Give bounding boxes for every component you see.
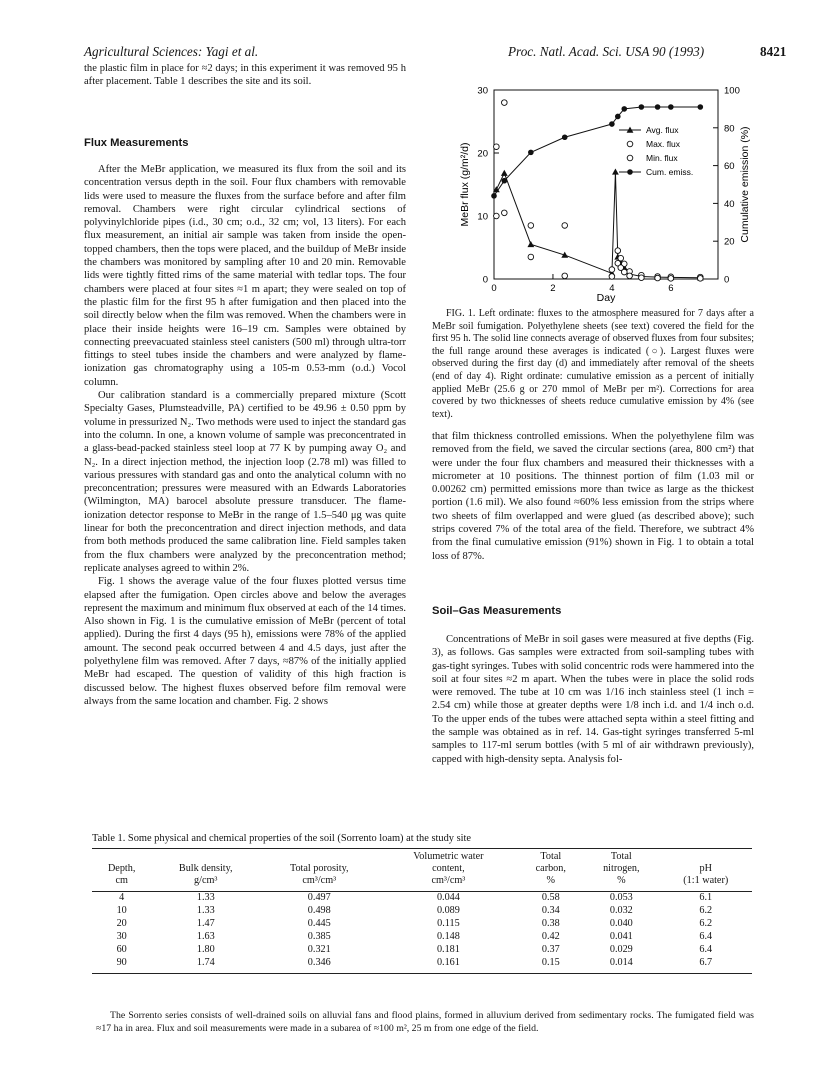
x-tick-label: 4: [609, 283, 615, 294]
table-header-line: cm³/cm³: [302, 875, 337, 887]
table-cell: 6.4: [699, 944, 713, 955]
table-header-line: content,: [432, 863, 465, 875]
x-axis-label: Day: [596, 292, 616, 304]
x-tick-label: 2: [550, 283, 556, 294]
paragraph-intro: the plastic film in place for ≈2 days; in this experiment it was removed 95 h after placement. Table 1 describes the site and its soil.: [84, 63, 406, 88]
table-cell: 6.7: [699, 957, 713, 968]
page-number: 8421: [760, 44, 787, 59]
table-header-line: Volumetric water: [413, 851, 484, 862]
table-cell: 6.1: [699, 892, 713, 903]
table-cell: 1.63: [196, 931, 215, 942]
table-cell: 0.115: [437, 918, 460, 929]
cum-emission-point: [668, 104, 674, 110]
table-cell: 0.498: [307, 905, 331, 916]
table-cell: 6.2: [699, 905, 713, 916]
legend-marker: [627, 141, 633, 147]
table-header-cell: [378, 849, 518, 892]
paragraph-calibration: Our calibration standard is a commercially prepared mixture (Scott Specialty Gases, Plumsteadville, PA) certified to be 49.96 ± 0.50 ppm by volume in pressurized N₂. Two methods were used to inject the standard gas into the column. In one, a known volume of sample was preconcentrated in a glass-bead-packed stainless steel loop at 77 K by pumping away O₂ and N₂. In a direct injection method, the injection loop (2.78 ml) was filled to various pressures with standard gas and onto the analytical column with no preconcentration; pressures were measured with an Edwards Laboratories (Wilmington, MA) barocel absolute pressure transducer. The flame-ionization detector response to MeBr in the range of 1.5–540 μg was quite linear for both the preconcentration and direct injection methods, and data from both methods produced the same calibration line. Field samples taken from the flux chambers were analyzed by the preconcentration method; replicate analyses agreed to within 2%.: [84, 390, 406, 574]
x-tick-label: 0: [491, 283, 497, 294]
y-right-tick-label: 20: [724, 236, 735, 248]
table-cell: 0.032: [609, 905, 633, 916]
y-left-tick-label: 10: [477, 211, 488, 223]
running-header-journal: Proc. Natl. Acad. Sci. USA 90 (1993): [508, 44, 705, 59]
table-cell: 0.346: [307, 957, 331, 968]
right-column-soil-gas: [432, 633, 754, 766]
legend-label: Avg. flux: [646, 125, 679, 135]
min-flux-point: [627, 273, 633, 279]
max-flux-point: [562, 223, 568, 229]
x-tick-label: 6: [668, 283, 674, 294]
table-header-line: carbon,: [535, 863, 566, 875]
y-right-tick-label: 0: [724, 274, 730, 286]
table-header-line: cm³/cm³: [431, 875, 466, 887]
table-header-cell: [660, 849, 752, 892]
table-cell: 0.044: [436, 892, 460, 903]
table-header-cell: [583, 849, 659, 892]
table-header-cell: [92, 849, 151, 892]
y-right-axis-label: Cumulative emission (%): [739, 126, 751, 243]
legend-label: Cum. emiss.: [646, 167, 694, 177]
table-cell: 0.34: [541, 905, 560, 916]
paragraph-soil-gas: Concentrations of MeBr in soil gases were measured at five depths (Fig. 3), as follows. Gas samples were extracted from soil-sampling tubes with gas-tight syringes. Tubes with solid concentric rods were hammered into the soil at four sites ≈2 m apart. When the tubes were in place the solid rods were removed. The tube at 10 cm was 1/16 inch stainless steel (1 inch = 2.54 cm) while those at greater depths were 1/8 inch i.d. and 1/4 inch o.d. To the upper ends of the tubes were attached septa within a steel fitting and the sample was obtained as in ref. 14. Gas-tight syringes transferred 5-ml samples to 117-ml serum bottles (with 5 ml of air withdrawn previously), capped with high-density septa. Analysis fol-: [432, 634, 754, 765]
table-cell: 0.385: [307, 931, 331, 942]
min-flux-point: [621, 269, 627, 275]
table-header-line: Depth,: [107, 863, 136, 875]
table-cell: 4: [119, 892, 125, 903]
legend-marker: [627, 155, 633, 161]
table-cell: 6.2: [699, 918, 713, 929]
max-flux-point: [615, 248, 621, 254]
min-flux-point: [639, 275, 645, 281]
cum-emission-point: [528, 150, 534, 156]
y-left-tick-label: 30: [477, 85, 488, 97]
table-header-line: pH: [699, 863, 712, 875]
table-cell: 0.089: [436, 905, 460, 916]
min-flux-point: [609, 274, 615, 280]
table-cell: 1.33: [196, 905, 215, 916]
table-cell: 0.38: [541, 918, 560, 929]
figure-1-chart: [432, 68, 754, 304]
cum-emission-point: [491, 193, 497, 199]
table-cell: 6.4: [699, 931, 713, 942]
plot-frame: [494, 90, 718, 279]
table-header-cell: [260, 849, 378, 892]
y-left-tick-label: 0: [482, 274, 488, 286]
avg-flux-point: [501, 170, 508, 176]
table-row: [92, 905, 752, 918]
table-cell: 0.053: [609, 892, 633, 903]
cum-emission-point: [609, 121, 615, 127]
min-flux-point: [655, 275, 661, 281]
paragraph-film-thickness: that film thickness controlled emissions. When the polyethylene film was removed from the field, we saved the circular sections (area, 800 cm²) that were under the four flux chambers and measured their thicknesses with a micrometer at 10 positions. The thinnest portion of film (1.03 mil or 0.00262 cm) permitted emissions more than twice as large as the thickest portion (1.6 mil). We also found ≈60% less emission from the strips where two sheets of film overlapped and were glued (as described above); such strips covered 7% of the total area of the field. Therefore, we subtract 4% from the final cumulative emission (91%) shown in Fig. 1 to obtain a total loss of 87%.: [432, 431, 754, 562]
max-flux-point: [502, 100, 508, 106]
table-cell: 0.58: [541, 892, 560, 903]
y-left-tick-label: 20: [477, 148, 488, 160]
table-row: [92, 918, 752, 931]
cum-emission-line: [494, 107, 700, 196]
table-cell: 0.497: [307, 892, 331, 903]
table-header-line: g/cm³: [194, 875, 218, 887]
table-row: [92, 957, 752, 974]
left-column: [84, 62, 406, 89]
y-right-tick-label: 60: [724, 161, 735, 173]
running-header-left: Agricultural Sciences: Yagi et al.: [84, 44, 259, 59]
table-1-footnote: The Sorrento series consists of well-drained soils on alluvial fans and flood plains, formed in alluvium derived from sedimentary rocks. The fumigated field was ≈17 ha in area. Flux and soil measurements were made in a subarea of ≈100 m², 25 m from one edge of the field.: [96, 1010, 754, 1034]
table-cell: 20: [116, 918, 127, 929]
table-cell: 10: [116, 905, 127, 916]
cum-emission-point: [502, 178, 508, 184]
table-cell: 0.014: [609, 957, 633, 968]
max-flux-point: [494, 144, 500, 150]
table-cell: 0.321: [307, 944, 331, 955]
table-cell: 0.42: [541, 931, 560, 942]
table-1-title: Table 1. Some physical and chemical properties of the soil (Sorrento loam) at the study site: [92, 833, 472, 844]
table-cell: 0.161: [436, 957, 460, 968]
table-cell: 1.47: [196, 918, 215, 929]
table-header-line: Total porosity,: [289, 863, 349, 875]
y-left-axis-label: MeBr flux (g/m²/d): [459, 142, 471, 227]
table-header-line: %: [617, 875, 626, 887]
paragraph-flux-methods: After the MeBr application, we measured its flux from the soil and its concentration versus depth in the soil. Four flux chambers with removable lids were used to measure the fluxes from the surface before and after film removal. Chambers were right circular cylindrical sections of polyvinylchloride pipes (i.d., 30 cm; o.d., 32 cm; vol, 13 liters). For each flux measurement, an initial air sample was taken from inside the open-topped chambers, then the tops were placed, and the buildup of MeBr inside the chambers was monitored by sampling after 10 and 20 min. Removable lids were tightly fitted rims of the same material with tedlar tops. The four chambers were placed at four sites ≈1 m apart; they were sealed on top of the plastic film for the first 95 h after fumigation and then placed into the soil directly below when the film was removed. When the chambers were in place their inside heights were 16–19 cm. Samples were obtained by connecting preevacuated stainless steel canisters (500 ml) through ultra-torr fittings to steel tubes inside the chambers and were analyzed by flame-ionization gas chromatography using a 105-m 0.53-mm (o.d.) Vocol column.: [84, 164, 406, 388]
min-flux-point: [502, 210, 508, 216]
table-cell: 0.445: [307, 918, 331, 929]
table-cell: 0.15: [541, 957, 560, 968]
max-flux-point: [528, 223, 534, 229]
table-cell: 90: [116, 957, 127, 968]
cum-emission-point: [698, 104, 704, 110]
table-row: [92, 931, 752, 944]
legend-label: Min. flux: [646, 153, 678, 163]
legend-label: Max. flux: [646, 139, 681, 149]
table-cell: 1.80: [196, 944, 215, 955]
table-header-line: cm: [115, 875, 128, 887]
table-cell: 1.33: [196, 892, 215, 903]
table-header-line: nitrogen,: [603, 863, 640, 875]
table-cell: 1.74: [196, 957, 215, 968]
max-flux-point: [609, 267, 615, 273]
avg-flux-point: [612, 169, 619, 175]
table-row: [92, 944, 752, 957]
table-cell: 0.029: [609, 944, 633, 955]
table-cell: 0.041: [609, 931, 633, 942]
table-cell: 0.148: [436, 931, 460, 942]
min-flux-point: [528, 254, 534, 260]
cum-emission-point: [562, 134, 568, 140]
min-flux-point: [668, 276, 674, 282]
right-column-body: [432, 430, 754, 563]
figure-caption-text: FIG. 1. Left ordinate: fluxes to the atmosphere measured for 7 days after a MeBr soil fumigation. Polyethylene sheets (see text) covered the field for the first 95 h. The solid line connects average of observed fluxes from four subsites; the full range around these averages is indicated (○). Largest fluxes were observed during the first day (d) and immediately after removal of the sheets (end of day 4). Right ordinate: cumulative emission as a percent of initially applied MeBr (25.6 g or 270 mmol of MeBr per m²). Corrections for area covered by two thicknesses of sheets reduce cumulative emission by 4% (see text).: [432, 308, 754, 420]
paragraph-fig1-description: Fig. 1 shows the average value of the four fluxes plotted versus time elapsed after the fumigation. Open circles above and below the averages represent the maximum and minimum flux observed at each of the 14 times. Also shown in Fig. 1 is the cumulative emission of MeBr (percent of total applied). During the first 4 days (95 h), emissions were 78% of the applied amount. The second peak occurred between 4 and 4.5 days, just after the polyethylene film was removed. After 7 days, ≈87% of the initially applied MeBr had escaped. The question of validity of this high fraction is discussed below. The highest fluxes observed before film removal were always from the same location and chamber. Fig. 2 shows: [84, 576, 406, 707]
table-header-line: Bulk density,: [178, 863, 233, 875]
min-flux-point: [698, 276, 704, 282]
legend-marker: [627, 169, 633, 175]
table-header-line: Total: [540, 851, 562, 862]
cum-emission-point: [621, 106, 627, 112]
table-header-line: %: [546, 875, 556, 887]
figure-1-caption: [432, 308, 754, 421]
table-header-line: Total: [610, 851, 632, 862]
table-row: [92, 891, 752, 905]
section-heading-soil-gas: Soil–Gas Measurements: [432, 605, 562, 617]
cum-emission-point: [639, 104, 645, 110]
min-flux-point: [494, 213, 500, 219]
table-header-cell: [151, 849, 260, 892]
section-heading-flux: Flux Measurements: [84, 137, 189, 149]
table-cell: 0.181: [436, 944, 460, 955]
table-cell: 0.37: [541, 944, 560, 955]
table-header-line: (1:1 water): [683, 875, 729, 887]
table-header-row: [92, 849, 752, 892]
table-header-cell: [518, 849, 583, 892]
table-cell: 60: [116, 944, 127, 955]
y-right-tick-label: 40: [724, 198, 735, 210]
cum-emission-point: [615, 114, 621, 120]
cum-emission-point: [655, 104, 661, 110]
y-right-tick-label: 80: [724, 123, 735, 135]
min-flux-point: [562, 273, 568, 279]
table-cell: 30: [116, 931, 127, 942]
avg-flux-line: [496, 172, 700, 278]
left-column-body: [84, 163, 406, 708]
table-cell: 0.040: [609, 918, 633, 929]
y-right-tick-label: 100: [724, 85, 740, 97]
avg-flux-point: [527, 241, 534, 247]
table-1: [92, 848, 752, 974]
